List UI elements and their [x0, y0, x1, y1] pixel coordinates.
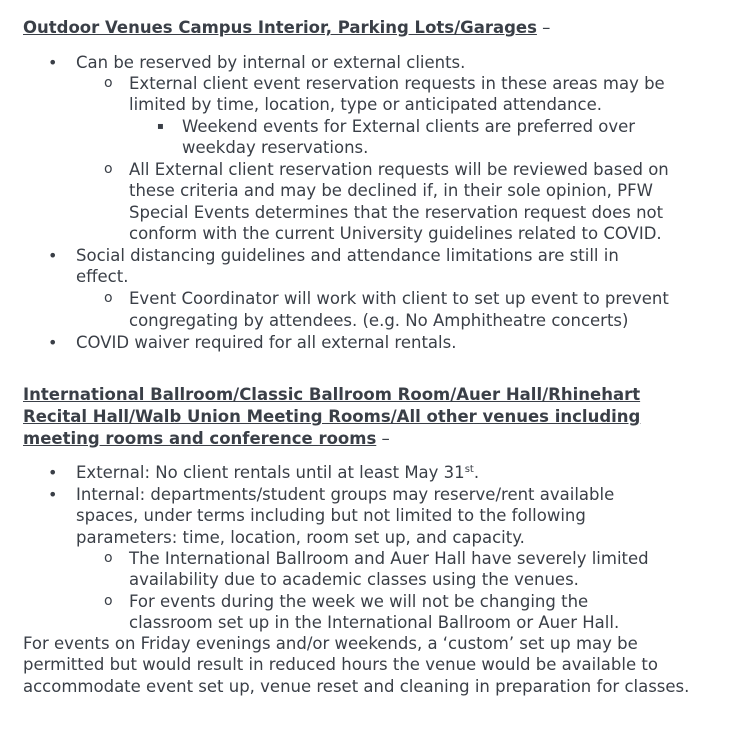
list-item: spaces, under terms including but not limited to the following	[76, 506, 586, 525]
list-item: External client event reservation requests in these areas may be	[129, 74, 665, 93]
sub-bullet-marker: o	[104, 593, 113, 609]
bullet-marker: •	[48, 333, 58, 352]
section2-heading-text: International Ballroom/Classic Ballroom Room/Auer Hall/Rhinehart	[23, 385, 641, 404]
sub-bullet-marker: o	[104, 161, 113, 177]
list-item: classroom set up in the International Ballroom or Auer Hall.	[129, 613, 620, 632]
list-item: Social distancing guidelines and attendance limitations are still in	[76, 246, 619, 265]
section2-heading-text: Recital Hall/Walb Union Meeting Rooms/All other venues including	[23, 407, 641, 426]
external-superscript: st	[464, 464, 474, 475]
list-item: Weekend events for External clients are preferred over	[182, 117, 636, 136]
sub-bullet-marker: o	[104, 550, 113, 566]
section2-heading-line	[23, 384, 640, 406]
list-item: For events during the week we will not be changing the	[129, 592, 589, 611]
sub-bullet-marker: o	[104, 75, 113, 91]
closing-paragraph-line: accommodate event set up, venue reset and cleaning in preparation for classes.	[23, 677, 690, 696]
sub-sub-bullet-marker: ▪	[157, 121, 164, 132]
list-item: congregating by attendees. (e.g. No Amphitheatre concerts)	[129, 311, 629, 330]
list-item: Event Coordinator will work with client to set up event to prevent	[129, 289, 669, 308]
bullet-marker: •	[48, 485, 58, 504]
section2-heading-text: meeting rooms and conference rooms	[23, 429, 377, 448]
section1-heading	[23, 17, 550, 39]
external-end: .	[473, 463, 480, 482]
bullet-marker: •	[48, 53, 58, 72]
list-item: these criteria and may be declined if, in their sole opinion, PFW	[129, 181, 653, 200]
list-item: parameters: time, location, room set up, and capacity.	[76, 528, 525, 547]
list-item: Internal: departments/student groups may reserve/rent available	[76, 485, 615, 504]
sub-bullet-marker: o	[104, 290, 113, 306]
section2-heading-line	[23, 406, 640, 428]
section1-heading-dash: –	[536, 18, 551, 37]
list-item: conform with the current University guidelines related to COVID.	[129, 224, 662, 243]
list-item: Special Events determines that the reservation request does not	[129, 203, 664, 222]
list-item: effect.	[76, 267, 129, 286]
section2-heading-dash: –	[376, 429, 390, 448]
closing-paragraph-line: For events on Friday evenings and/or weekends, a ‘custom’ set up may be	[23, 634, 638, 653]
list-item: All External client reservation requests will be reviewed based on	[129, 160, 669, 179]
list-item: COVID waiver required for all external rentals.	[76, 333, 457, 352]
external-text: External: No client rentals until at least May 31	[76, 463, 465, 482]
list-item-external	[76, 462, 479, 484]
list-item: availability due to academic classes using the venues.	[129, 570, 579, 589]
closing-paragraph-line: permitted but would result in reduced hours the venue would be available to	[23, 655, 658, 674]
section2-heading-line	[23, 428, 390, 450]
list-item: Can be reserved by internal or external clients.	[76, 53, 466, 72]
bullet-marker: •	[48, 463, 58, 482]
list-item: weekday reservations.	[182, 138, 369, 157]
list-item: limited by time, location, type or anticipated attendance.	[129, 95, 602, 114]
bullet-marker: •	[48, 246, 58, 265]
section1-heading-text: Outdoor Venues Campus Interior, Parking Lots/Garages	[23, 18, 537, 37]
list-item: The International Ballroom and Auer Hall have severely limited	[129, 549, 649, 568]
